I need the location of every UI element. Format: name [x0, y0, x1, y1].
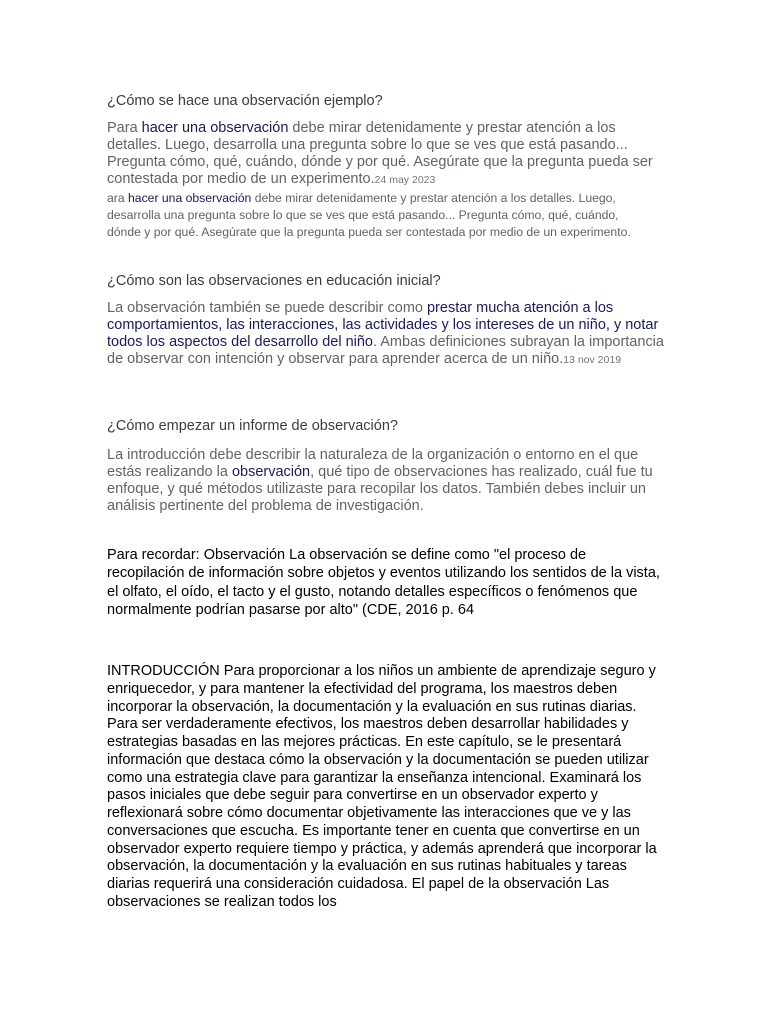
answer-highlight-2: prestar mucha atención a los comportamientos, las interacciones, las actividades y los intereses de un niño, y notar todos los aspectos del desarrollo del niño [107, 300, 659, 350]
recordar-paragraph: Para recordar: Observación La observación se define como "el proceso de recopilación de información sobre objetos y eventos utilizando los sentidos de la vista, el olfato, el oído, el tacto y el gusto, notando detalles específicos o fenómenos que normalmente podrían pasarse por alto" (CDE, 2016 p. 64 [107, 547, 660, 618]
snippet-text-1a: ara [107, 191, 129, 205]
question-heading-1: ¿Cómo se hace una observación ejemplo? [107, 93, 383, 109]
answer-date-1: 24 may 2023 [374, 174, 436, 186]
introduccion-paragraph: INTRODUCCIÓN Para proporcionar a los niños un ambiente de aprendizaje seguro y enriquecedor, y para mantener la efectividad del programa, los maestros deben incorporar la observación, la documentación y la evaluación en sus rutinas diarias. Para ser verdaderamente efectivos, los maestros deben desarrollar habilidades y estrategias basadas en las mejores prácticas. En este capítulo, se le presentará información que destaca cómo la observación y la documentación se pueden utilizar como una estrategia clave para garantizar la enseñanza intencional. Examinará los pasos iniciales que debe seguir para convertirse en un observador experto y reflexionará sobre cómo documentar objetivamente las interacciones que ve y las conversaciones que escucha. Es importante tener en cuenta que convertirse en un observador experto requiere tiempo y práctica, y además aprenderá que incorporar la observación, la documentación y la evaluación en sus rutinas habituales y tareas diarias requerirá una consideración cuidadosa. El papel de la observación Las observaciones se realizan todos los [107, 663, 657, 910]
answer-paragraph-2 [107, 300, 667, 369]
answer-date-2: 13 nov 2019 [563, 354, 622, 366]
answer-text-2b: . Ambas definiciones subrayan la importancia de observar con intención y observar para aprender acerca de un niño. [107, 334, 664, 367]
snippet-highlight-1: hacer una observación [128, 191, 252, 205]
answer-text-1a: Para [107, 120, 142, 136]
snippet-paragraph-1 [107, 190, 652, 242]
answer-text-3b: , qué tipo de observaciones has realizado, cuál fue tu enfoque, y qué métodos utilizaste para recopilar los datos. También debes incluir un análisis pertinente del problema de investigación. [107, 464, 653, 514]
answer-highlight-1: hacer una observación [141, 120, 289, 136]
snippet-text-1b: debe mirar detenidamente y prestar atención a los detalles. Luego, desarrolla una pregunta sobre lo que se ves que está pasando... Pregunta cómo, qué, cuándo, dónde y por qué. Asegúrate que la pregunta pueda ser contestada por medio de un experimento. [107, 191, 631, 240]
answer-text-1b: debe mirar detenidamente y prestar atención a los detalles. Luego, desarrolla una pregunta sobre lo que se ves que está pasando... Pregunta cómo, qué, cuándo, dónde y por qué. Asegúrate que la pregunta pueda ser contestada por medio de un experimento. [107, 120, 653, 187]
question-heading-2: ¿Cómo son las observaciones en educación inicial? [107, 273, 441, 289]
answer-text-3a: La introducción debe describir la naturaleza de la organización o entorno en el que estás realizando la [107, 447, 639, 480]
question-heading-3: ¿Cómo empezar un informe de observación? [107, 418, 398, 434]
answer-highlight-3: observación [231, 464, 311, 480]
answer-paragraph-1 [107, 120, 667, 189]
answer-paragraph-3 [107, 447, 667, 515]
answer-text-2a: La observación también se puede describir como [107, 300, 427, 316]
